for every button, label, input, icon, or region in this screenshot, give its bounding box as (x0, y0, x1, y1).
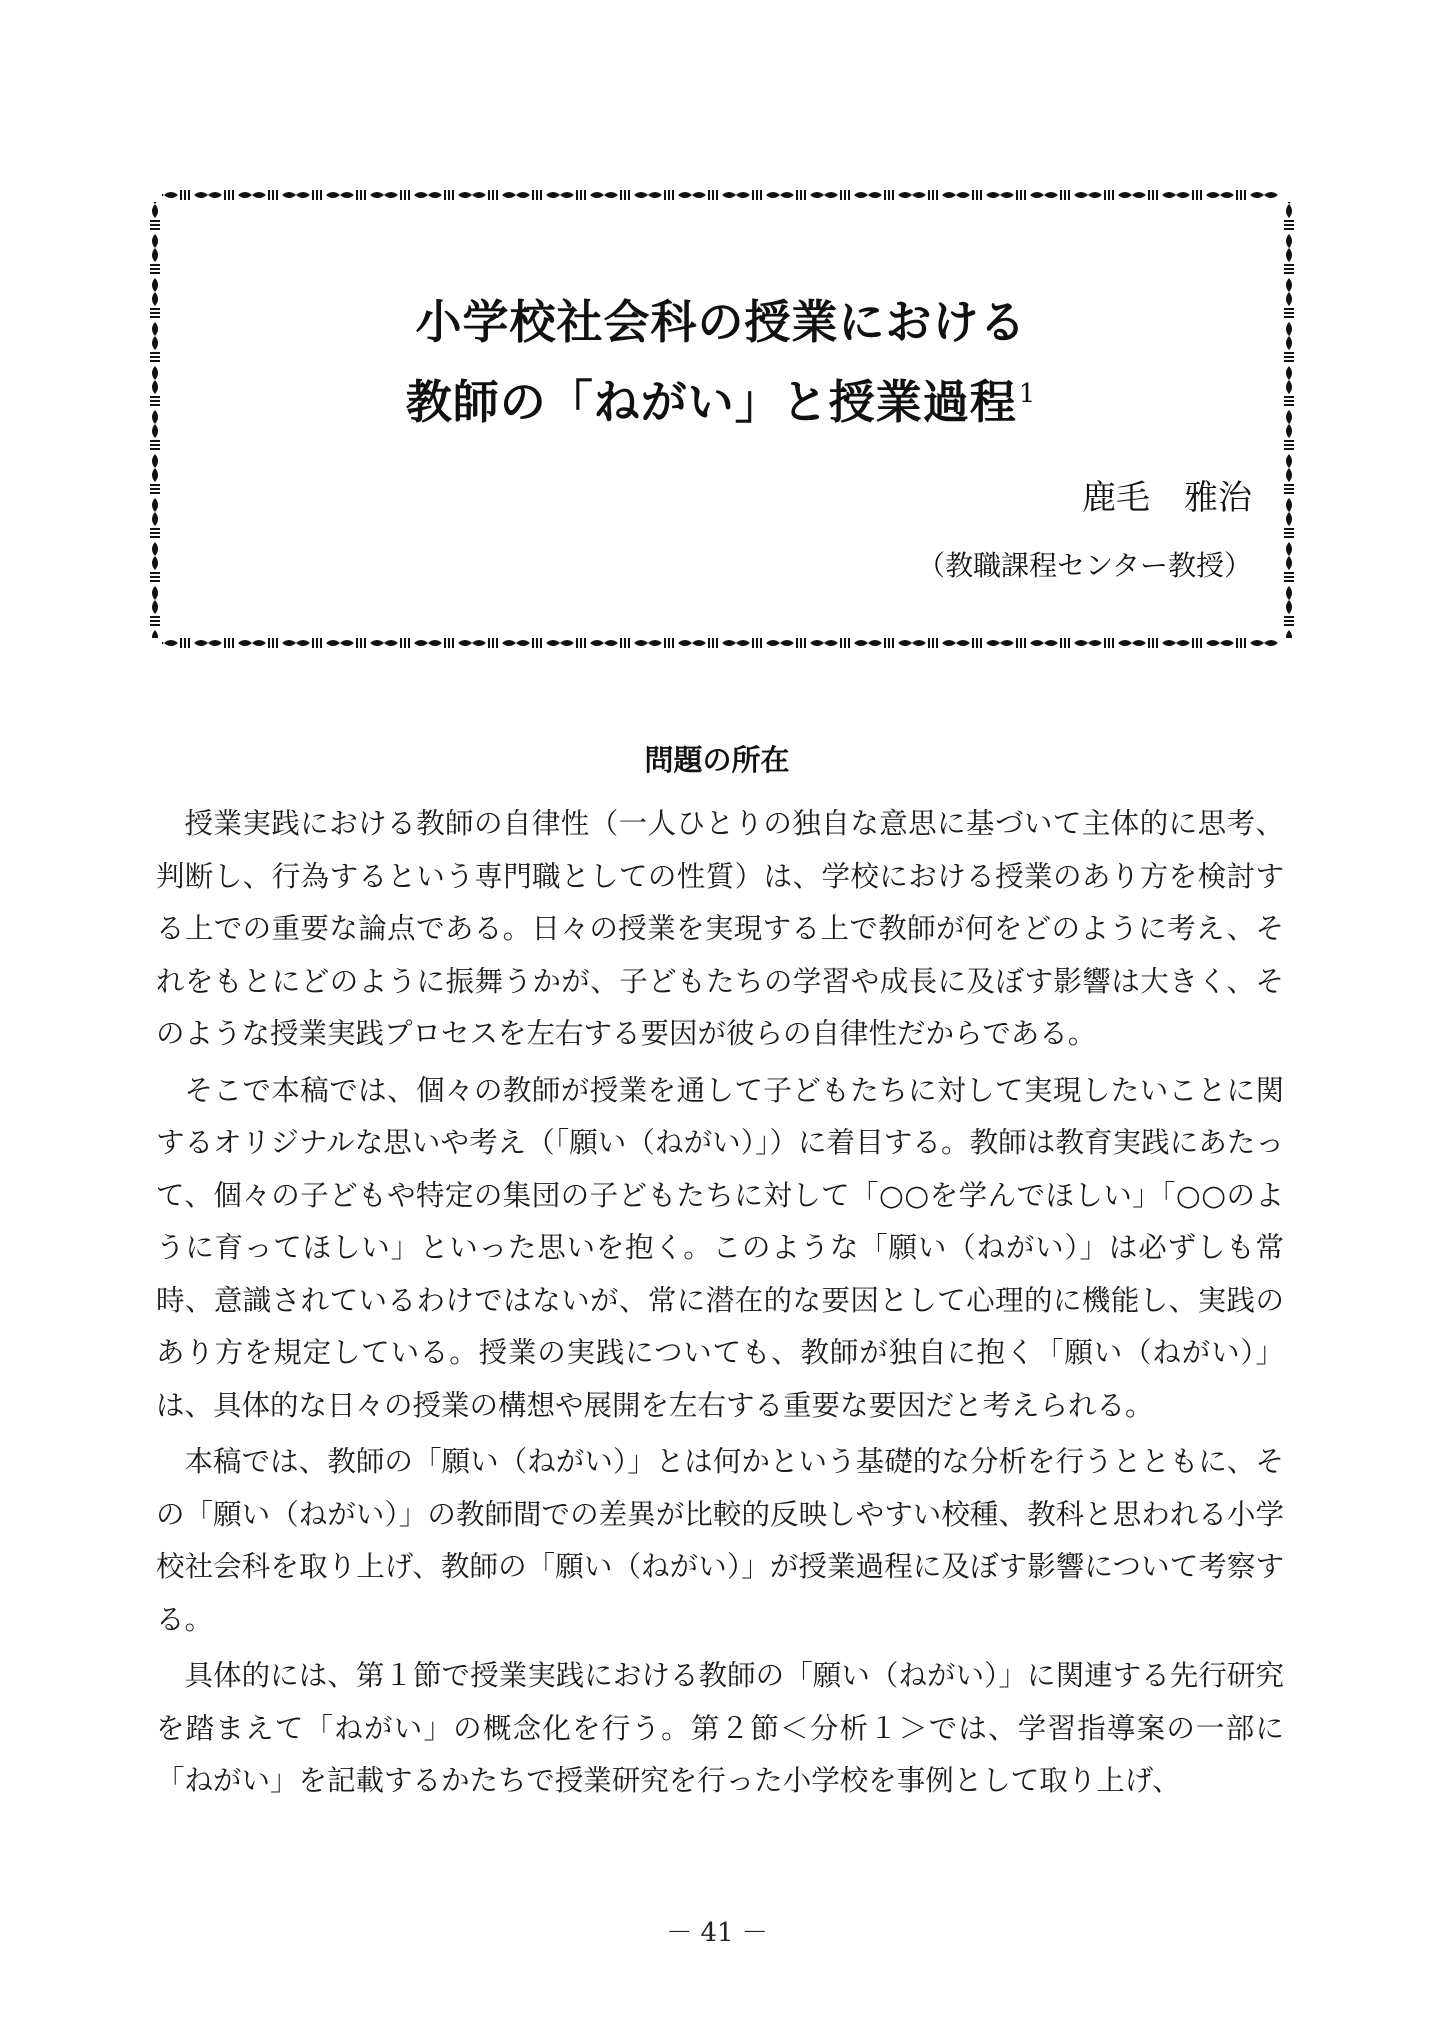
title-frame (148, 188, 1294, 652)
body-text (156, 798, 1284, 1812)
title-footnote-mark: 1 (1018, 378, 1037, 409)
section-heading: 問題の所在 (644, 743, 790, 777)
paper-title-line-2 (148, 366, 1294, 432)
paper-title-line-2-text: 教師の「ねがい」と授業過程 (405, 375, 1017, 429)
paragraph: そこで本稿では、個々の教師が授業を通して子どもたちに対して実現したいことに関するオリジナルな思いや考え（「願い（ねがい）」）に着目する。教師は教育実践にあたって、個々の子どもや特定の集団の子どもたちに対して「○○を学んでほしい」「○○のように育ってほしい」といった思いを抱く。このような「願い（ねがい）」は必ずしも常時、意識されているわけではないが、常に潜在的な要因として心理的に機能し、実践のあり方を規定している。授業の実践についても、教師が独自に抱く「願い（ねがい）」は、具体的な日々の授業の構想や展開を左右する重要な要因だと考えられる。 (156, 1073, 1284, 1422)
author-name: 鹿毛 雅治 (1082, 478, 1252, 518)
paragraph: 本稿では、教師の「願い（ねがい）」とは何かという基礎的な分析を行うとともに、その「願い（ねがい）」の教師間での差異が比較的反映しやすい校種、教科と思われる小学校社会科を取り上げ、教師の「願い（ねがい）」が授業過程に及ぼす影響について考察する。 (156, 1445, 1284, 1636)
paragraph: 具体的には、第１節で授業実践における教師の「願い（ねがい）」に関連する先行研究を踏まえて「ねがい」の概念化を行う。第２節＜分析１＞では、学習指導案の一部に「ねがい」を記載するかたちで授業研究を行った小学校を事例として取り上げ、 (156, 1659, 1284, 1797)
page-number: － 41 － (666, 1918, 768, 1948)
paragraph: 授業実践における教師の自律性（一人ひとりの独自な意思に基づいて主体的に思考、判断し、行為するという専門職としての性質）は、学校における授業のあり方を検討する上での重要な論点である。日々の授業を実現する上で教師が何をどのように考え、それをもとにどのように振舞うかが、子どもたちの学習や成長に及ぼす影響は大きく、そのような授業実践プロセスを左右する要因が彼らの自律性だからである。 (156, 807, 1284, 1050)
paper-title-line-1: 小学校社会科の授業における (415, 295, 1027, 349)
author-affiliation: （教職課程センター教授） (917, 549, 1252, 582)
